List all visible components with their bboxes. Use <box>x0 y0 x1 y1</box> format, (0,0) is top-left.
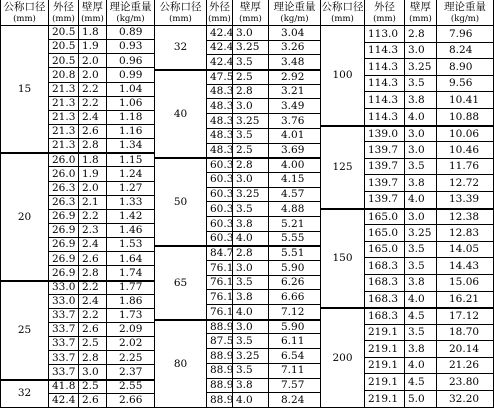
outer-diameter-cell: 165.0 <box>365 225 405 242</box>
header-theoretical-weight-unit: (kg/m) <box>280 14 309 24</box>
theoretical-weight-cell: 3.21 <box>269 85 321 100</box>
header-outer-diameter-unit: (mm) <box>52 14 75 24</box>
outer-diameter-cell: 33.0 <box>49 281 79 295</box>
theoretical-weight-cell: 0.89 <box>107 26 155 40</box>
wall-thickness-cell: 2.2 <box>79 210 107 224</box>
theoretical-weight-cell: 23.80 <box>437 374 494 391</box>
nominal-diameter-cell: 200 <box>321 308 365 408</box>
outer-diameter-cell: 26.0 <box>49 153 79 167</box>
theoretical-weight-cell: 2.09 <box>107 323 155 337</box>
outer-diameter-cell: 139.7 <box>365 142 405 159</box>
theoretical-weight-cell: 7.96 <box>437 26 494 43</box>
wall-thickness-cell: 2.0 <box>79 182 107 196</box>
outer-diameter-cell: 48.3 <box>207 114 233 129</box>
theoretical-weight-cell: 8.24 <box>269 393 321 408</box>
wall-thickness-cell: 3.0 <box>79 365 107 379</box>
theoretical-weight-cell: 10.41 <box>437 92 494 109</box>
theoretical-weight-cell: 1.16 <box>107 125 155 139</box>
theoretical-weight-cell: 1.77 <box>107 281 155 295</box>
header-outer-diameter <box>365 0 405 26</box>
theoretical-weight-cell: 4.15 <box>269 173 321 188</box>
theoretical-weight-cell: 5.51 <box>269 246 321 261</box>
header-nominal-diameter-unit: (mm) <box>331 14 354 24</box>
wall-thickness-cell: 2.0 <box>79 54 107 68</box>
outer-diameter-cell: 139.7 <box>365 159 405 176</box>
theoretical-weight-cell: 3.69 <box>269 144 321 159</box>
header-wall-thickness <box>233 0 269 26</box>
wall-thickness-cell: 2.0 <box>79 68 107 82</box>
outer-diameter-cell: 20.5 <box>49 40 79 54</box>
outer-diameter-cell: 42.4 <box>207 41 233 56</box>
theoretical-weight-cell: 3.04 <box>269 26 321 41</box>
nominal-diameter-cell: 25 <box>1 281 49 380</box>
outer-diameter-cell: 114.3 <box>365 76 405 93</box>
wall-thickness-cell: 4.5 <box>405 374 437 391</box>
wall-thickness-cell: 3.5 <box>233 364 269 379</box>
header-theoretical-weight-label: 理论重量 <box>273 0 316 13</box>
outer-diameter-cell: 84.7 <box>207 246 233 261</box>
nominal-diameter-cell: 15 <box>1 26 49 153</box>
theoretical-weight-cell: 0.93 <box>107 40 155 54</box>
nominal-diameter-cell: 150 <box>321 209 365 309</box>
wall-thickness-cell: 2.8 <box>79 266 107 280</box>
outer-diameter-cell: 219.1 <box>365 341 405 358</box>
outer-diameter-cell: 42.4 <box>207 55 233 70</box>
theoretical-weight-cell: 1.34 <box>107 139 155 153</box>
wall-thickness-cell: 3.25 <box>233 188 269 203</box>
theoretical-weight-cell: 1.06 <box>107 97 155 111</box>
theoretical-weight-cell: 1.18 <box>107 111 155 125</box>
wall-thickness-cell: 3.0 <box>405 126 437 143</box>
theoretical-weight-cell: 16.21 <box>437 292 494 309</box>
wall-thickness-cell: 3.5 <box>405 159 437 176</box>
outer-diameter-cell: 168.3 <box>365 292 405 309</box>
nominal-diameter-cell: 125 <box>321 126 365 209</box>
outer-diameter-cell: 20.5 <box>49 26 79 40</box>
wall-thickness-cell: 3.8 <box>405 175 437 192</box>
theoretical-weight-cell: 2.25 <box>107 351 155 365</box>
theoretical-weight-cell: 21.26 <box>437 358 494 375</box>
wall-thickness-cell: 2.5 <box>79 380 107 394</box>
wall-thickness-cell: 2.5 <box>233 70 269 85</box>
outer-diameter-cell: 48.3 <box>207 144 233 159</box>
theoretical-weight-cell: 4.00 <box>269 158 321 173</box>
outer-diameter-cell: 33.7 <box>49 351 79 365</box>
wall-thickness-cell: 3.5 <box>233 276 269 291</box>
header-wall-thickness <box>405 0 437 26</box>
wall-thickness-cell: 3.5 <box>233 334 269 349</box>
wall-thickness-cell: 2.2 <box>79 97 107 111</box>
wall-thickness-cell: 4.0 <box>405 292 437 309</box>
outer-diameter-cell: 88.9 <box>207 320 233 335</box>
theoretical-weight-cell: 1.27 <box>107 182 155 196</box>
outer-diameter-cell: 48.3 <box>207 85 233 100</box>
wall-thickness-cell: 3.0 <box>405 209 437 226</box>
theoretical-weight-cell: 5.90 <box>269 261 321 276</box>
outer-diameter-cell: 168.3 <box>365 258 405 275</box>
wall-thickness-cell: 1.9 <box>79 167 107 181</box>
theoretical-weight-cell: 18.70 <box>437 325 494 342</box>
header-theoretical-weight <box>107 0 155 26</box>
header-outer-diameter-unit: (mm) <box>373 14 396 24</box>
header-wall-thickness-unit: (mm) <box>239 14 262 24</box>
header-nominal-diameter <box>1 0 49 26</box>
wall-thickness-cell: 3.0 <box>405 142 437 159</box>
theoretical-weight-cell: 7.57 <box>269 379 321 394</box>
header-nominal-diameter-label: 公称口径 <box>3 0 46 13</box>
table-block-2 <box>154 0 320 408</box>
wall-thickness-cell: 3.5 <box>405 242 437 259</box>
outer-diameter-cell: 21.3 <box>49 111 79 125</box>
header-wall-thickness-unit: (mm) <box>409 14 432 24</box>
theoretical-weight-cell: 6.26 <box>269 276 321 291</box>
outer-diameter-cell: 114.3 <box>365 109 405 126</box>
outer-diameter-cell: 114.3 <box>365 43 405 60</box>
theoretical-weight-cell: 1.04 <box>107 83 155 97</box>
wall-thickness-cell: 2.1 <box>79 196 107 210</box>
outer-diameter-cell: 33.7 <box>49 365 79 379</box>
theoretical-weight-cell: 2.66 <box>107 394 155 408</box>
theoretical-weight-cell: 1.42 <box>107 210 155 224</box>
theoretical-weight-cell: 3.49 <box>269 99 321 114</box>
wall-thickness-cell: 2.4 <box>79 111 107 125</box>
header-theoretical-weight-label: 理论重量 <box>109 0 152 13</box>
header-outer-diameter-label: 外径 <box>209 0 230 13</box>
wall-thickness-cell: 2.2 <box>79 281 107 295</box>
header-nominal-diameter-unit: (mm) <box>13 14 36 24</box>
theoretical-weight-cell: 4.01 <box>269 129 321 144</box>
outer-diameter-cell: 168.3 <box>365 308 405 325</box>
theoretical-weight-cell: 32.20 <box>437 391 494 408</box>
theoretical-weight-cell: 12.83 <box>437 225 494 242</box>
theoretical-weight-cell: 14.43 <box>437 258 494 275</box>
wall-thickness-cell: 2.8 <box>233 158 269 173</box>
outer-diameter-cell: 87.5 <box>207 334 233 349</box>
theoretical-weight-cell: 17.12 <box>437 308 494 325</box>
outer-diameter-cell: 139.0 <box>365 126 405 143</box>
wall-thickness-cell: 2.8 <box>233 85 269 100</box>
theoretical-weight-cell: 14.05 <box>437 242 494 259</box>
theoretical-weight-cell: 9.56 <box>437 76 494 93</box>
outer-diameter-cell: 60.3 <box>207 158 233 173</box>
wall-thickness-cell: 3.5 <box>233 202 269 217</box>
nominal-diameter-cell: 65 <box>155 246 207 319</box>
outer-diameter-cell: 26.9 <box>49 238 79 252</box>
nominal-diameter-cell: 100 <box>321 26 365 126</box>
theoretical-weight-cell: 13.39 <box>437 192 494 209</box>
theoretical-weight-cell: 1.15 <box>107 153 155 167</box>
outer-diameter-cell: 60.3 <box>207 173 233 188</box>
outer-diameter-cell: 48.3 <box>207 99 233 114</box>
header-nominal-diameter <box>321 0 365 26</box>
wall-thickness-cell: 1.9 <box>79 40 107 54</box>
theoretical-weight-cell: 1.73 <box>107 309 155 323</box>
theoretical-weight-cell: 8.24 <box>437 43 494 60</box>
theoretical-weight-cell: 10.88 <box>437 109 494 126</box>
outer-diameter-cell: 33.7 <box>49 323 79 337</box>
wall-thickness-cell: 4.0 <box>405 109 437 126</box>
theoretical-weight-cell: 1.53 <box>107 238 155 252</box>
wall-thickness-cell: 4.0 <box>233 393 269 408</box>
wall-thickness-cell: 2.4 <box>79 238 107 252</box>
outer-diameter-cell: 21.3 <box>49 97 79 111</box>
theoretical-weight-cell: 2.37 <box>107 365 155 379</box>
nominal-diameter-cell: 40 <box>155 70 207 158</box>
nominal-diameter-cell: 32 <box>1 380 49 408</box>
outer-diameter-cell: 26.3 <box>49 182 79 196</box>
header-outer-diameter-label: 外径 <box>374 0 395 13</box>
theoretical-weight-cell: 12.72 <box>437 175 494 192</box>
header-nominal-diameter-label: 公称口径 <box>159 0 202 13</box>
outer-diameter-cell: 113.0 <box>365 26 405 43</box>
wall-thickness-cell: 3.8 <box>405 275 437 292</box>
theoretical-weight-cell: 11.76 <box>437 159 494 176</box>
outer-diameter-cell: 42.4 <box>49 394 79 408</box>
wall-thickness-cell: 3.8 <box>405 341 437 358</box>
wall-thickness-cell: 3.25 <box>233 114 269 129</box>
outer-diameter-cell: 21.3 <box>49 125 79 139</box>
outer-diameter-cell: 41.8 <box>49 380 79 394</box>
wall-thickness-cell: 3.5 <box>405 325 437 342</box>
outer-diameter-cell: 88.9 <box>207 349 233 364</box>
outer-diameter-cell: 139.7 <box>365 175 405 192</box>
outer-diameter-cell: 219.1 <box>365 358 405 375</box>
theoretical-weight-cell: 5.55 <box>269 232 321 247</box>
outer-diameter-cell: 168.3 <box>365 275 405 292</box>
nominal-diameter-cell: 50 <box>155 158 207 246</box>
wall-thickness-cell: 3.5 <box>233 55 269 70</box>
wall-thickness-cell: 3.8 <box>233 379 269 394</box>
theoretical-weight-cell: 3.26 <box>269 41 321 56</box>
outer-diameter-cell: 88.9 <box>207 364 233 379</box>
wall-thickness-cell: 3.8 <box>405 92 437 109</box>
wall-thickness-cell: 2.5 <box>79 337 107 351</box>
outer-diameter-cell: 33.7 <box>49 309 79 323</box>
wall-thickness-cell: 3.5 <box>233 129 269 144</box>
wall-thickness-cell: 3.25 <box>405 59 437 76</box>
theoretical-weight-cell: 20.14 <box>437 341 494 358</box>
theoretical-weight-cell: 1.86 <box>107 295 155 309</box>
theoretical-weight-cell: 2.02 <box>107 337 155 351</box>
theoretical-weight-cell: 3.48 <box>269 55 321 70</box>
outer-diameter-cell: 21.3 <box>49 83 79 97</box>
outer-diameter-cell: 26.9 <box>49 224 79 238</box>
header-wall-thickness <box>79 0 107 26</box>
outer-diameter-cell: 21.3 <box>49 139 79 153</box>
outer-diameter-cell: 48.3 <box>207 129 233 144</box>
header-nominal-diameter-unit: (mm) <box>169 14 192 24</box>
outer-diameter-cell: 26.9 <box>49 266 79 280</box>
theoretical-weight-cell: 10.06 <box>437 126 494 143</box>
outer-diameter-cell: 88.9 <box>207 379 233 394</box>
wall-thickness-cell: 3.25 <box>405 225 437 242</box>
outer-diameter-cell: 60.3 <box>207 188 233 203</box>
outer-diameter-cell: 60.3 <box>207 232 233 247</box>
wall-thickness-cell: 3.0 <box>405 43 437 60</box>
outer-diameter-cell: 88.9 <box>207 393 233 408</box>
header-wall-thickness-label: 壁厚 <box>410 0 431 13</box>
outer-diameter-cell: 33.0 <box>49 295 79 309</box>
wall-thickness-cell: 5.0 <box>405 391 437 408</box>
wall-thickness-cell: 3.25 <box>233 41 269 56</box>
nominal-diameter-cell: 20 <box>1 153 49 280</box>
table-block-1 <box>0 0 154 408</box>
wall-thickness-cell: 3.0 <box>233 99 269 114</box>
wall-thickness-cell: 2.8 <box>79 351 107 365</box>
header-wall-thickness-label: 壁厚 <box>82 0 103 13</box>
wall-thickness-cell: 4.0 <box>233 232 269 247</box>
outer-diameter-cell: 76.1 <box>207 305 233 320</box>
header-theoretical-weight <box>437 0 494 26</box>
outer-diameter-cell: 26.9 <box>49 252 79 266</box>
theoretical-weight-cell: 1.64 <box>107 252 155 266</box>
wall-thickness-cell: 3.0 <box>233 26 269 41</box>
theoretical-weight-cell: 12.38 <box>437 209 494 226</box>
outer-diameter-cell: 33.7 <box>49 337 79 351</box>
header-outer-diameter <box>49 0 79 26</box>
theoretical-weight-cell: 1.74 <box>107 266 155 280</box>
outer-diameter-cell: 139.7 <box>365 192 405 209</box>
wall-thickness-cell: 2.4 <box>79 295 107 309</box>
outer-diameter-cell: 26.3 <box>49 196 79 210</box>
header-nominal-diameter-label: 公称口径 <box>321 0 364 13</box>
outer-diameter-cell: 60.3 <box>207 217 233 232</box>
theoretical-weight-cell: 5.21 <box>269 217 321 232</box>
theoretical-weight-cell: 7.12 <box>269 305 321 320</box>
header-wall-thickness-label: 壁厚 <box>240 0 261 13</box>
theoretical-weight-cell: 0.96 <box>107 54 155 68</box>
outer-diameter-cell: 20.8 <box>49 68 79 82</box>
wall-thickness-cell: 1.8 <box>79 153 107 167</box>
outer-diameter-cell: 165.0 <box>365 209 405 226</box>
theoretical-weight-cell: 4.57 <box>269 188 321 203</box>
theoretical-weight-cell: 6.54 <box>269 349 321 364</box>
wall-thickness-cell: 2.2 <box>79 83 107 97</box>
header-theoretical-weight-unit: (kg/m) <box>450 14 480 24</box>
outer-diameter-cell: 219.1 <box>365 325 405 342</box>
outer-diameter-cell: 76.1 <box>207 290 233 305</box>
theoretical-weight-cell: 1.33 <box>107 196 155 210</box>
wall-thickness-cell: 2.3 <box>79 224 107 238</box>
wall-thickness-cell: 3.0 <box>233 320 269 335</box>
outer-diameter-cell: 114.3 <box>365 92 405 109</box>
wall-thickness-cell: 3.0 <box>233 261 269 276</box>
theoretical-weight-cell: 4.88 <box>269 202 321 217</box>
outer-diameter-cell: 76.1 <box>207 276 233 291</box>
nominal-diameter-cell: 80 <box>155 320 207 408</box>
outer-diameter-cell: 42.4 <box>207 26 233 41</box>
theoretical-weight-cell: 0.99 <box>107 68 155 82</box>
header-nominal-diameter <box>155 0 207 26</box>
theoretical-weight-cell: 1.46 <box>107 224 155 238</box>
outer-diameter-cell: 219.1 <box>365 374 405 391</box>
theoretical-weight-cell: 8.90 <box>437 59 494 76</box>
header-outer-diameter-unit: (mm) <box>208 14 231 24</box>
outer-diameter-cell: 26.9 <box>49 210 79 224</box>
wall-thickness-cell: 2.6 <box>79 394 107 408</box>
nominal-diameter-cell: 32 <box>155 26 207 70</box>
wall-thickness-cell: 2.2 <box>79 309 107 323</box>
theoretical-weight-cell: 3.76 <box>269 114 321 129</box>
theoretical-weight-cell: 6.66 <box>269 290 321 305</box>
wall-thickness-cell: 1.8 <box>79 26 107 40</box>
wall-thickness-cell: 4.5 <box>405 308 437 325</box>
header-theoretical-weight-unit: (kg/m) <box>116 14 145 24</box>
header-wall-thickness-unit: (mm) <box>81 14 104 24</box>
wall-thickness-cell: 2.8 <box>405 26 437 43</box>
theoretical-weight-cell: 1.24 <box>107 167 155 181</box>
wall-thickness-cell: 2.8 <box>79 139 107 153</box>
outer-diameter-cell: 114.3 <box>365 59 405 76</box>
theoretical-weight-cell: 2.55 <box>107 380 155 394</box>
header-outer-diameter-label: 外径 <box>53 0 74 13</box>
wall-thickness-cell: 4.0 <box>405 192 437 209</box>
wall-thickness-cell: 3.5 <box>405 76 437 93</box>
outer-diameter-cell: 60.3 <box>207 202 233 217</box>
wall-thickness-cell: 2.5 <box>233 144 269 159</box>
header-theoretical-weight <box>269 0 321 26</box>
theoretical-weight-cell: 6.11 <box>269 334 321 349</box>
header-outer-diameter <box>207 0 233 26</box>
theoretical-weight-cell: 7.11 <box>269 364 321 379</box>
wall-thickness-cell: 4.0 <box>405 358 437 375</box>
outer-diameter-cell: 26.0 <box>49 167 79 181</box>
theoretical-weight-cell: 15.06 <box>437 275 494 292</box>
wall-thickness-cell: 3.5 <box>405 258 437 275</box>
table-block-3 <box>320 0 493 408</box>
outer-diameter-cell: 47.5 <box>207 70 233 85</box>
header-theoretical-weight-label: 理论重量 <box>444 0 486 13</box>
wall-thickness-cell: 2.6 <box>79 252 107 266</box>
wall-thickness-cell: 3.8 <box>233 290 269 305</box>
wall-thickness-cell: 3.25 <box>233 349 269 364</box>
wall-thickness-cell: 2.6 <box>79 323 107 337</box>
theoretical-weight-cell: 10.46 <box>437 142 494 159</box>
theoretical-weight-cell: 2.92 <box>269 70 321 85</box>
wall-thickness-cell: 4.0 <box>233 305 269 320</box>
outer-diameter-cell: 165.0 <box>365 242 405 259</box>
wall-thickness-cell: 2.8 <box>233 246 269 261</box>
wall-thickness-cell: 3.8 <box>233 217 269 232</box>
outer-diameter-cell: 219.1 <box>365 391 405 408</box>
outer-diameter-cell: 76.1 <box>207 261 233 276</box>
outer-diameter-cell: 20.5 <box>49 54 79 68</box>
wall-thickness-cell: 2.6 <box>79 125 107 139</box>
theoretical-weight-cell: 5.90 <box>269 320 321 335</box>
wall-thickness-cell: 3.0 <box>233 173 269 188</box>
